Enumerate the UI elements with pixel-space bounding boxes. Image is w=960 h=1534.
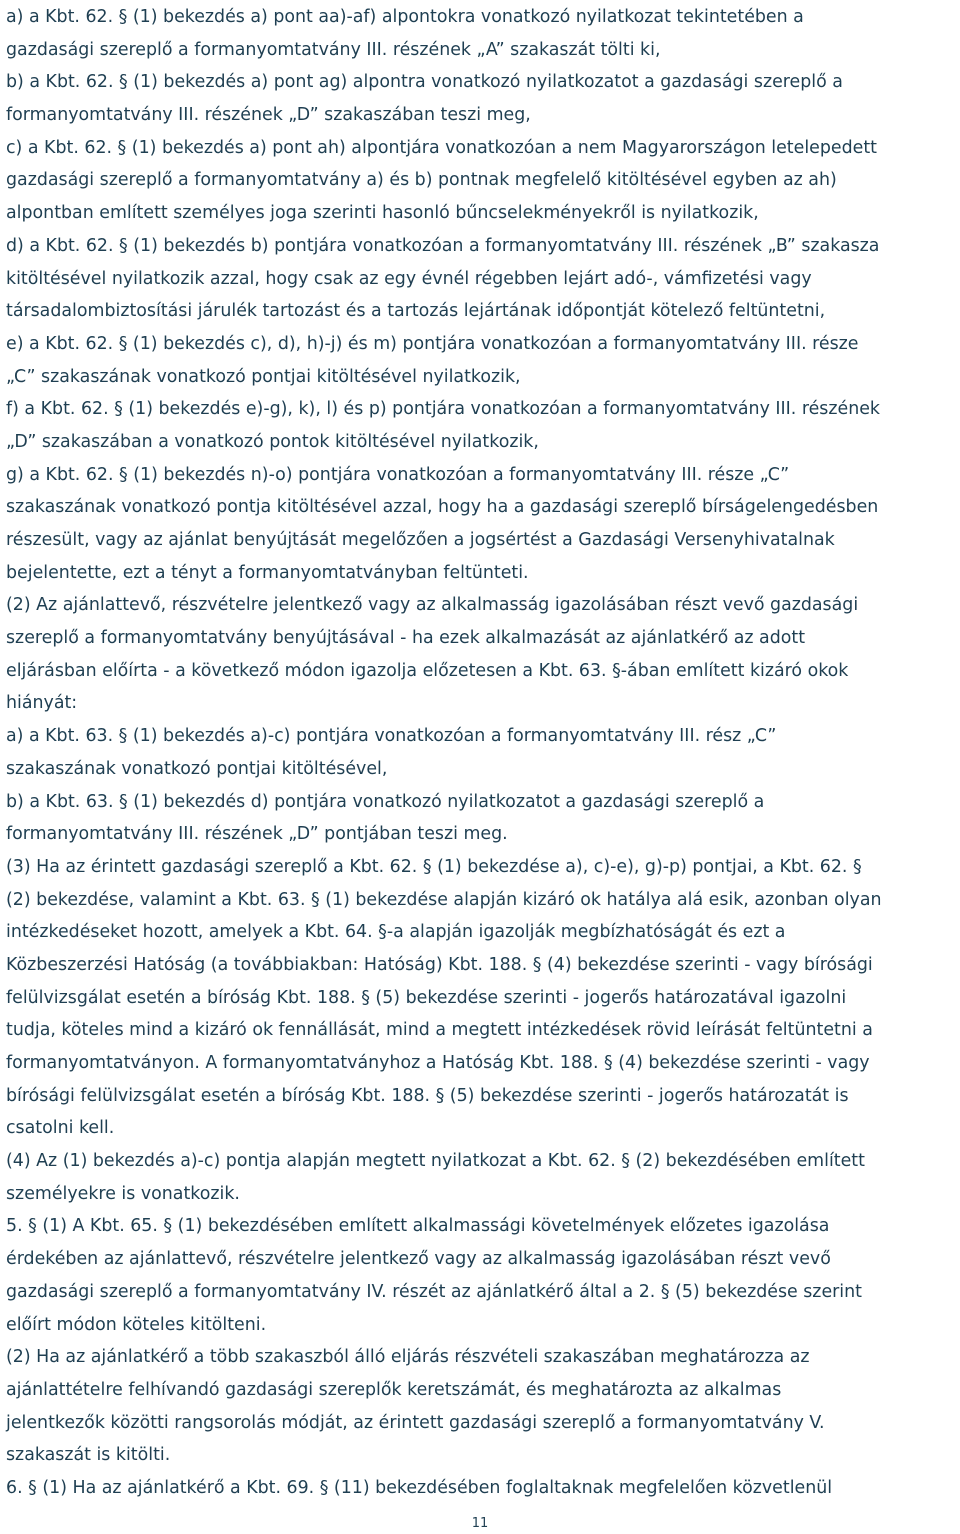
text-line: bírósági felülvizsgálat esetén a bíróság Kbt. 188. § (5) bekezdése szerinti - jogerős határozatát is [6,1085,849,1106]
text-line: d) a Kbt. 62. § (1) bekezdés b) pontjára vonatkozóan a formanyomtatvány III. részének „B” szakasza [6,235,880,256]
text-line: részesült, vagy az ajánlat benyújtását megelőzően a jogsértést a Gazdasági Versenyhivatalnak [6,530,835,550]
text-line: c) a Kbt. 62. § (1) bekezdés a) pont ah) alpontjára vonatkozóan a nem Magyarországon letelepedett [6,137,877,158]
text-line: „C” szakaszának vonatkozó pontjai kitöltésével nyilatkozik, [6,366,521,387]
text-line: szakaszát is kitölti. [6,1445,171,1466]
text-line: (4) Az (1) bekezdés a)-c) pontja alapján megtett nyilatkozat a Kbt. 62. § (2) bekezdésében említett [6,1151,865,1172]
document-body [6,1,956,1505]
text-line: felülvizsgálat esetén a bíróság Kbt. 188. § (5) bekezdése szerinti - jogerős határozatával igazolni [6,987,847,1008]
text-line: formanyomtatvány III. részének „D” pontjában teszi meg. [6,824,508,845]
text-line: szereplő a formanyomtatvány benyújtásával - ha ezek alkalmazását az ajánlatkérő az adott [6,628,806,649]
text-line: gazdasági szereplő a formanyomtatvány IV. részét az ajánlatkérő által a 2. § (5) bekezdése szerint [6,1281,862,1302]
text-line: kitöltésével nyilatkozik azzal, hogy csak az egy évnél régebben lejárt adó-, vámfizetési vagy [6,268,812,289]
text-line: hiányát: [6,693,78,714]
text-line: 5. § (1) A Kbt. 65. § (1) bekezdésében említett alkalmassági követelmények előzetes igazolása [6,1216,830,1237]
text-line: csatolni kell. [6,1118,115,1139]
text-line: Közbeszerzési Hatóság (a továbbiakban: Hatóság) Kbt. 188. § (4) bekezdése szerinti - vagy bírósági [6,954,873,975]
text-line: f) a Kbt. 62. § (1) bekezdés e)-g), k), l) és p) pontjára vonatkozóan a formanyomtatvány III. részének [6,399,880,420]
text-line: előírt módon köteles kitölteni. [6,1314,267,1335]
text-line: személyekre is vonatkozik. [6,1183,240,1204]
text-line: (3) Ha az érintett gazdasági szereplő a Kbt. 62. § (1) bekezdése a), c)-e), g)-p) pontjai, a Kbt. 62. § [6,856,862,877]
text-line: eljárásban előírta - a következő módon igazolja előzetesen a Kbt. 63. §-ában említett kizáró okok [6,660,849,681]
text-line: a) a Kbt. 63. § (1) bekezdés a)-c) pontjára vonatkozóan a formanyomtatvány III. rész „C” [6,726,777,747]
text-line: (2) Az ajánlattevő, részvételre jelentkező vagy az alkalmasság igazolásában részt vevő gazdasági [6,595,859,616]
text-line: b) a Kbt. 62. § (1) bekezdés a) pont ag) alpontra vonatkozó nyilatkozatot a gazdasági szereplő a [6,72,843,93]
text-line: b) a Kbt. 63. § (1) bekezdés d) pontjára vonatkozó nyilatkozatot a gazdasági szereplő a [6,791,765,812]
text-line: formanyomtatványon. A formanyomtatványhoz a Hatóság Kbt. 188. § (4) bekezdése szerinti - vagy [6,1053,870,1073]
text-line: gazdasági szereplő a formanyomtatvány a) és b) pontnak megfelelő kitöltésével egyben az ah) [6,170,837,191]
text-line: intézkedéseket hozott, amelyek a Kbt. 64. §-a alapján igazolják megbízhatóságát és ezt a [6,922,786,943]
text-line: 6. § (1) Ha az ajánlatkérő a Kbt. 69. § (11) bekezdésében foglaltaknak megfelelően közvetlenül [6,1477,833,1498]
text-line: g) a Kbt. 62. § (1) bekezdés n)-o) pontjára vonatkozóan a formanyomtatvány III. része „C” [6,464,790,485]
text-line: e) a Kbt. 62. § (1) bekezdés c), d), h)-j) és m) pontjára vonatkozóan a formanyomtatvány III. része [6,333,859,354]
text-line: a) a Kbt. 62. § (1) bekezdés a) pont aa)-af) alpontokra vonatkozó nyilatkozat tekintetében a [6,7,804,27]
text-line: szakaszának vonatkozó pontjai kitöltésével, [6,758,388,779]
text-line: gazdasági szereplő a formanyomtatvány III. részének „A” szakaszát tölti ki, [6,39,661,60]
text-line: jelentkezők közötti rangsorolás módját, az érintett gazdasági szereplő a formanyomtatvány V. [6,1412,825,1433]
page-number: 11 [471,1516,489,1531]
text-line: (2) Ha az ajánlatkérő a több szakaszból álló eljárás részvételi szakaszában meghatározza az [6,1347,810,1368]
text-line: ajánlattételre felhívandó gazdasági szereplők keretszámát, és meghatározta az alkalmas [6,1379,782,1400]
text-line: formanyomtatvány III. részének „D” szakaszában teszi meg, [6,105,531,126]
text-line: érdekében az ajánlattevő, részvételre jelentkező vagy az alkalmasság igazolásában részt vevő [6,1249,831,1270]
text-line: tudja, köteles mind a kizáró ok fennállását, mind a megtett intézkedések rövid leírását feltüntetni a [6,1020,873,1041]
text-line: „D” szakaszában a vonatkozó pontok kitöltésével nyilatkozik, [6,431,539,452]
text-line: szakaszának vonatkozó pontja kitöltésével azzal, hogy ha a gazdasági szereplő bírságelengedésben [6,497,879,518]
text-line: (2) bekezdése, valamint a Kbt. 63. § (1) bekezdése alapján kizáró ok hatálya alá esik, azonban olyan [6,889,882,910]
text-line: bejelentette, ezt a tényt a formanyomtatványban feltünteti. [6,562,529,583]
text-line: alpontban említett személyes joga szerinti hasonló bűncselekményekről is nyilatkozik, [6,203,759,224]
text-line: társadalombiztosítási járulék tartozást és a tartozás lejártának időpontját kötelező feltüntetni, [6,301,826,322]
